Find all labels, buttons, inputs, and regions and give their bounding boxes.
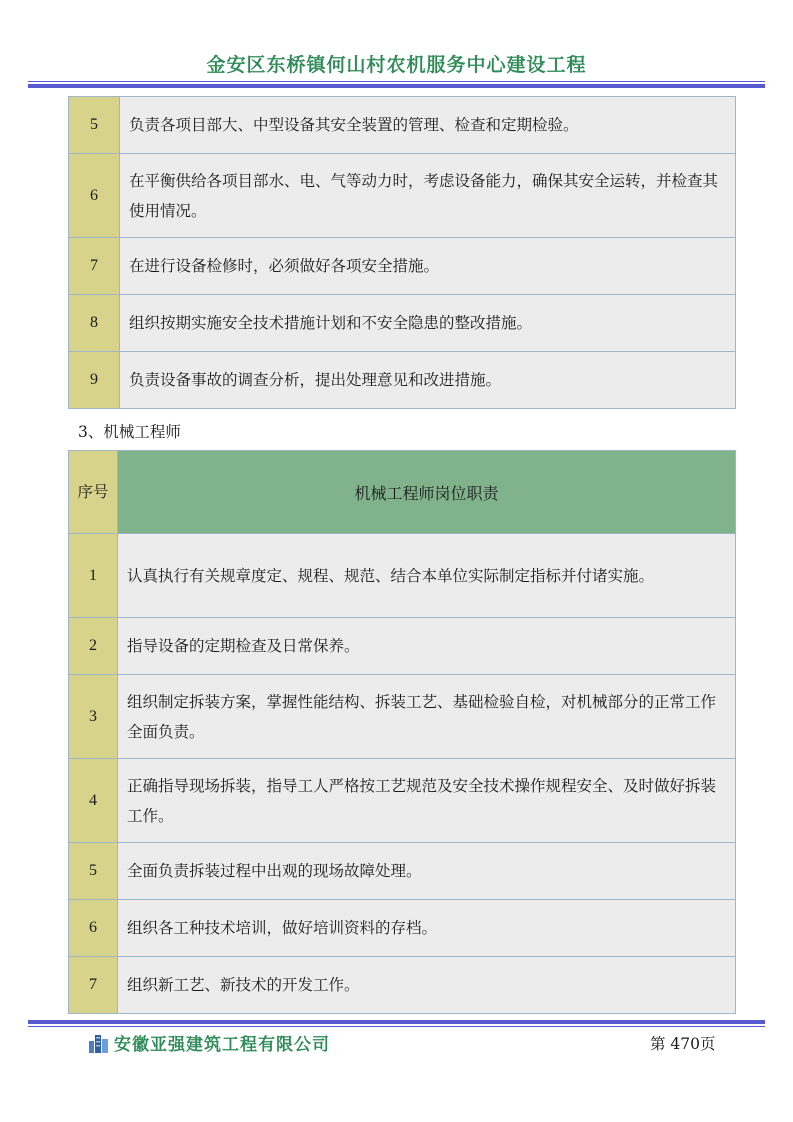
duty-table-continued xyxy=(68,96,736,409)
row-duty-text: 组织新工艺、新技术的开发工作。 xyxy=(118,957,736,1014)
row-number: 9 xyxy=(69,352,120,409)
table-row xyxy=(69,618,736,675)
row-duty-text: 组织制定拆装方案，掌握性能结构、拆装工艺、基础检验自检，对机械部分的正常工作全面负责。 xyxy=(118,675,736,759)
row-duty-text: 认真执行有关规章度定、规程、规范、结合本单位实际制定指标并付诸实施。 xyxy=(118,534,736,618)
row-duty-text: 指导设备的定期检查及日常保养。 xyxy=(118,618,736,675)
duty-table-mechanical-engineer xyxy=(68,450,736,1014)
footer-rule-thin xyxy=(28,1026,765,1027)
row-duty-text: 在平衡供给各项目部水、电、气等动力时，考虑设备能力，确保其安全运转，并检查其使用情况。 xyxy=(120,154,736,238)
header-rule-thin xyxy=(28,81,765,82)
table-row xyxy=(69,295,736,352)
row-number: 7 xyxy=(69,238,120,295)
row-duty-text: 负责设备事故的调查分析，提出处理意见和改进措施。 xyxy=(120,352,736,409)
row-number: 5 xyxy=(69,97,120,154)
row-number: 6 xyxy=(69,900,118,957)
row-duty-text: 组织按期实施安全技术措施计划和不安全隐患的整改措施。 xyxy=(120,295,736,352)
table-row xyxy=(69,154,736,238)
row-duty-text: 正确指导现场拆装，指导工人严格按工艺规范及安全技术操作规程安全、及时做好拆装工作。 xyxy=(118,759,736,843)
footer-company-name: 安徽亚强建筑工程有限公司 xyxy=(114,1035,330,1055)
table-header-row xyxy=(69,451,736,534)
column-header-title: 机械工程师岗位职责 xyxy=(118,451,736,534)
footer-rule-thick xyxy=(28,1020,765,1024)
row-duty-text: 组织各工种技术培训，做好培训资料的存档。 xyxy=(118,900,736,957)
row-number: 8 xyxy=(69,295,120,352)
table-row xyxy=(69,843,736,900)
row-duty-text: 负责各项目部大、中型设备其安全装置的管理、检查和定期检验。 xyxy=(120,97,736,154)
row-number: 5 xyxy=(69,843,118,900)
table-row xyxy=(69,352,736,409)
row-number: 4 xyxy=(69,759,118,843)
table-row xyxy=(69,675,736,759)
building-logo-icon xyxy=(88,1033,110,1053)
row-duty-text: 在进行设备检修时，必须做好各项安全措施。 xyxy=(120,238,736,295)
section-title: 3、机械工程师 xyxy=(78,423,181,441)
row-duty-text: 全面负责拆装过程中出观的现场故障处理。 xyxy=(118,843,736,900)
table-row xyxy=(69,759,736,843)
table-row xyxy=(69,900,736,957)
header-rule-thick xyxy=(28,84,765,88)
row-number: 7 xyxy=(69,957,118,1014)
row-number: 1 xyxy=(69,534,118,618)
table-row xyxy=(69,534,736,618)
row-number: 2 xyxy=(69,618,118,675)
footer-company xyxy=(88,1030,330,1055)
page-header-title: 金安区东桥镇何山村农机服务中心建设工程 xyxy=(206,54,587,76)
table-row xyxy=(69,238,736,295)
page-number: 第 470页 xyxy=(650,1035,716,1053)
row-number: 3 xyxy=(69,675,118,759)
table-row xyxy=(69,97,736,154)
row-number: 6 xyxy=(69,154,120,238)
table-row xyxy=(69,957,736,1014)
column-header-number: 序号 xyxy=(69,451,118,534)
